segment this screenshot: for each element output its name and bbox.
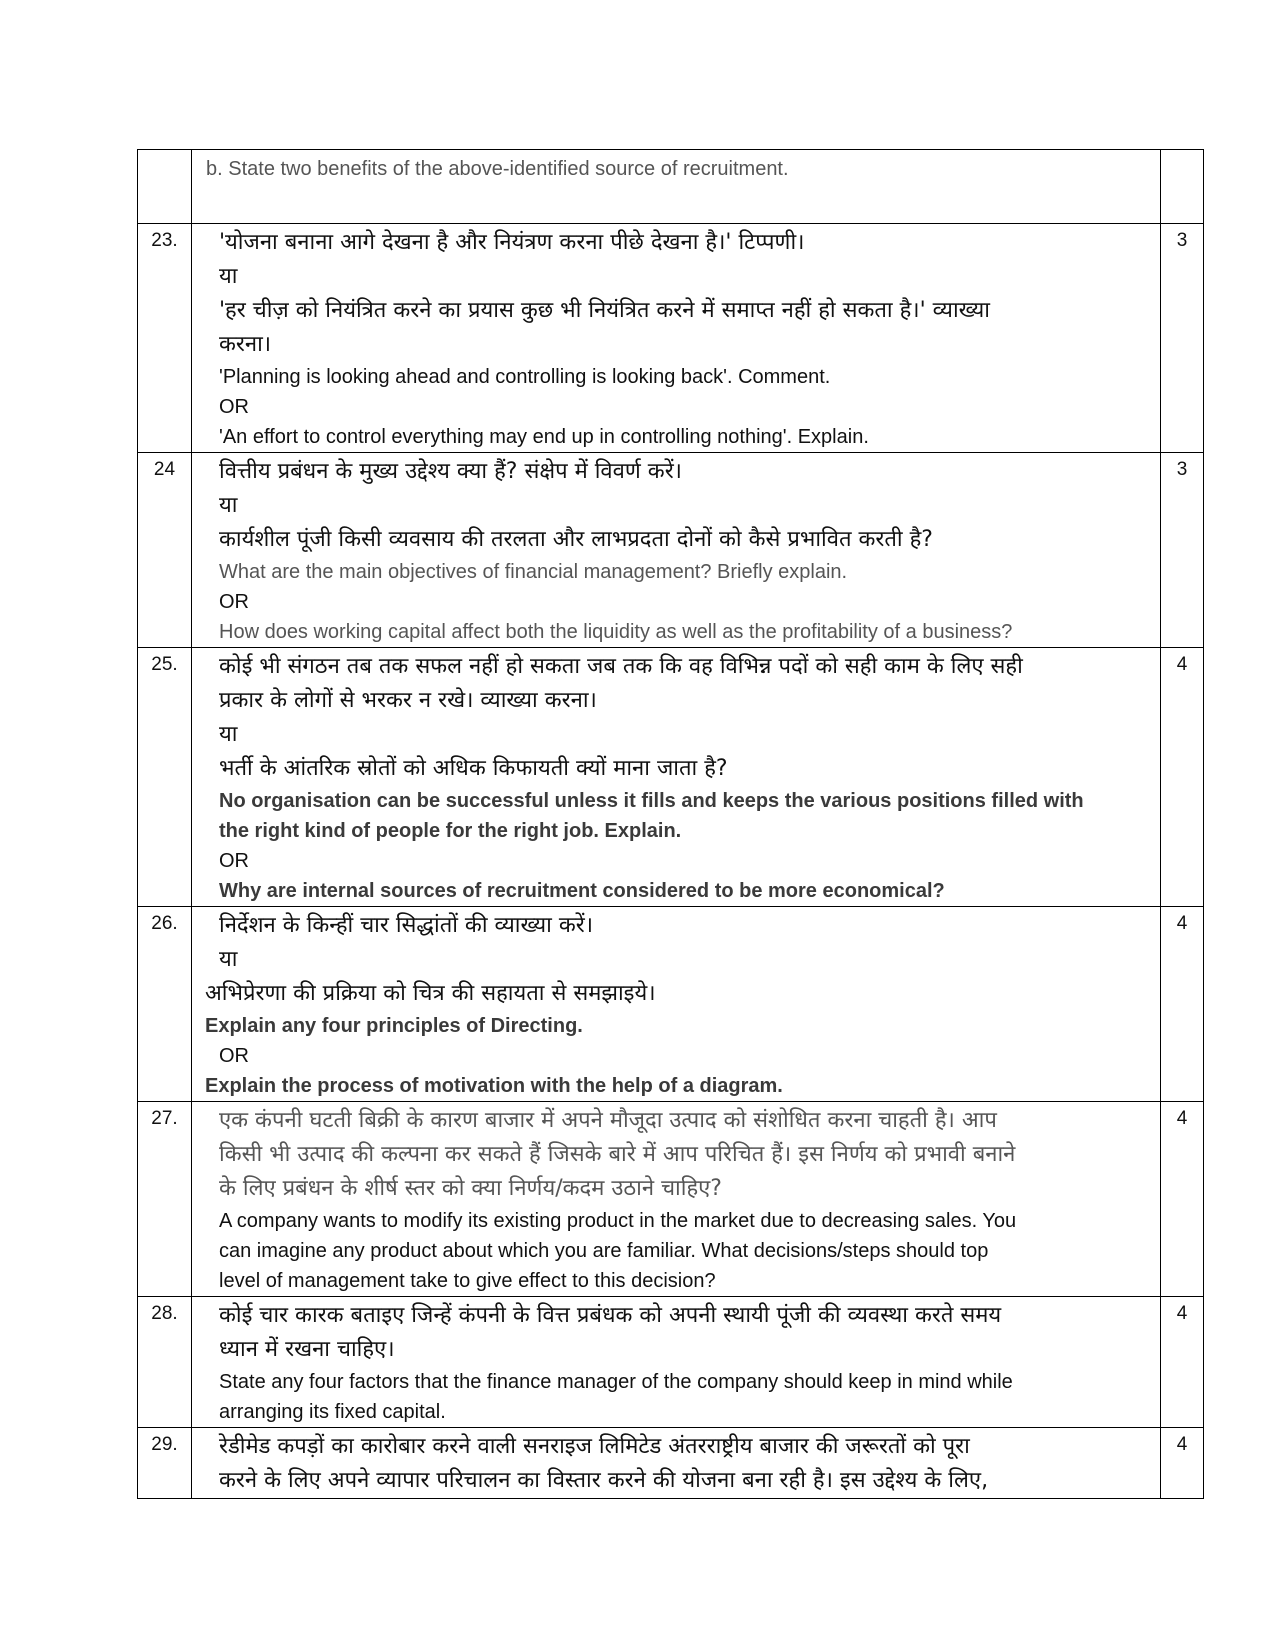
question-number xyxy=(138,150,192,224)
hindi-or: या xyxy=(219,947,238,972)
table-row xyxy=(138,224,1204,453)
marks: 3 xyxy=(1161,453,1204,648)
table-row xyxy=(138,1428,1204,1499)
marks xyxy=(1161,150,1204,224)
question-text xyxy=(192,1102,1161,1297)
marks: 3 xyxy=(1161,224,1204,453)
hindi-question: कोई चार कारक बताइए जिन्हें कंपनी के वित्त प्रबंधक को अपनी स्थायी पूंजी की व्यवस्था करते समय xyxy=(219,1303,1002,1328)
marks: 4 xyxy=(1161,1102,1204,1297)
table-row xyxy=(138,453,1204,648)
question-text xyxy=(192,648,1161,907)
hindi-or: या xyxy=(219,264,238,289)
hindi-question: करने के लिए अपने व्यापार परिचालन का विस्तार करने की योजना बना रही है। इस उद्देश्य के लिए, xyxy=(219,1468,989,1493)
english-question: b. State two benefits of the above-identified source of recruitment. xyxy=(206,158,789,180)
hindi-question: करना। xyxy=(219,332,272,357)
question-text xyxy=(192,907,1161,1102)
english-question: Why are internal sources of recruitment considered to be more economical? xyxy=(219,880,945,902)
english-question: 'Planning is looking ahead and controlling is looking back'. Comment. xyxy=(219,366,831,388)
hindi-question: अभिप्रेरणा की प्रक्रिया को चित्र की सहायता से समझाइये। xyxy=(205,981,656,1006)
english-question: 'An effort to control everything may end up in controlling nothing'. Explain. xyxy=(219,426,869,448)
english-question: What are the main objectives of financial management? Briefly explain. xyxy=(219,561,848,583)
hindi-question: कार्यशील पूंजी किसी व्यवसाय की तरलता और लाभप्रदता दोनों को कैसे प्रभावित करती है? xyxy=(219,527,933,552)
table-row xyxy=(138,1102,1204,1297)
hindi-question: रेडीमेड कपड़ों का कारोबार करने वाली सनराइज लिमिटेड अंतरराष्ट्रीय बाजार की जरूरतों को पूरा xyxy=(219,1434,970,1459)
or-label: OR xyxy=(219,396,249,418)
marks: 4 xyxy=(1161,648,1204,907)
english-question: How does working capital affect both the liquidity as well as the profitability of a business? xyxy=(219,621,1013,643)
english-question: No organisation can be successful unless it fills and keeps the various positions filled with xyxy=(219,790,1084,812)
hindi-question: कोई भी संगठन तब तक सफल नहीं हो सकता जब तक कि वह विभिन्न पदों को सही काम के लिए सही xyxy=(219,654,1023,679)
question-text xyxy=(192,453,1161,648)
or-label: OR xyxy=(219,1045,249,1067)
question-number: 24 xyxy=(138,453,192,648)
table-row xyxy=(138,1297,1204,1428)
hindi-question: 'हर चीज़ को नियंत्रित करने का प्रयास कुछ भी नियंत्रित करने में समाप्त नहीं हो सकता है।' व्याख्या xyxy=(219,298,990,323)
hindi-question: एक कंपनी घटती बिक्री के कारण बाजार में अपने मौजूदा उत्पाद को संशोधित करना चाहती है। आप xyxy=(219,1108,997,1133)
english-question: State any four factors that the finance manager of the company should keep in mind while xyxy=(219,1371,1013,1393)
table-row xyxy=(138,150,1204,224)
hindi-question: ध्यान में रखना चाहिए। xyxy=(219,1337,395,1362)
english-question: level of management take to give effect to this decision? xyxy=(219,1270,716,1292)
question-text xyxy=(192,1297,1161,1428)
hindi-question: निर्देशन के किन्हीं चार सिद्धांतों की व्याख्या करें। xyxy=(219,913,594,938)
hindi-question: वित्तीय प्रबंधन के मुख्य उद्देश्य क्या हैं? संक्षेप में विवर्ण करें। xyxy=(219,459,683,484)
question-number: 25. xyxy=(138,648,192,907)
question-text xyxy=(192,224,1161,453)
question-number: 23. xyxy=(138,224,192,453)
english-question: A company wants to modify its existing product in the market due to decreasing sales. You xyxy=(219,1210,1017,1232)
english-question: arranging its fixed capital. xyxy=(219,1401,446,1423)
question-number: 26. xyxy=(138,907,192,1102)
english-question: the right kind of people for the right job. Explain. xyxy=(219,820,682,842)
hindi-question: प्रकार के लोगों से भरकर न रखे। व्याख्या करना। xyxy=(219,688,597,713)
english-question: Explain any four principles of Directing. xyxy=(205,1015,583,1037)
table-row xyxy=(138,907,1204,1102)
hindi-question: 'योजना बनाना आगे देखना है और नियंत्रण करना पीछे देखना है।' टिप्पणी। xyxy=(219,230,805,255)
question-text xyxy=(192,150,1161,224)
question-text xyxy=(192,1428,1161,1499)
english-question: can imagine any product about which you are familiar. What decisions/steps should top xyxy=(219,1240,989,1262)
marks: 4 xyxy=(1161,1428,1204,1499)
question-number: 28. xyxy=(138,1297,192,1428)
or-label: OR xyxy=(219,850,249,872)
question-number: 29. xyxy=(138,1428,192,1499)
hindi-or: या xyxy=(219,722,238,747)
hindi-question: किसी भी उत्पाद की कल्पना कर सकते हैं जिसके बारे में आप परिचित हैं। इस निर्णय को प्रभावी बनाने xyxy=(219,1142,1016,1167)
question-number: 27. xyxy=(138,1102,192,1297)
or-label: OR xyxy=(219,591,249,613)
english-question: Explain the process of motivation with the help of a diagram. xyxy=(205,1075,783,1097)
question-table xyxy=(137,149,1204,1499)
hindi-question: भर्ती के आंतरिक स्रोतों को अधिक किफायती क्यों माना जाता है? xyxy=(219,756,728,781)
hindi-question: के लिए प्रबंधन के शीर्ष स्तर को क्या निर्णय/कदम उठाने चाहिए? xyxy=(219,1176,722,1201)
marks: 4 xyxy=(1161,907,1204,1102)
marks: 4 xyxy=(1161,1297,1204,1428)
table-row xyxy=(138,648,1204,907)
hindi-or: या xyxy=(219,493,238,518)
